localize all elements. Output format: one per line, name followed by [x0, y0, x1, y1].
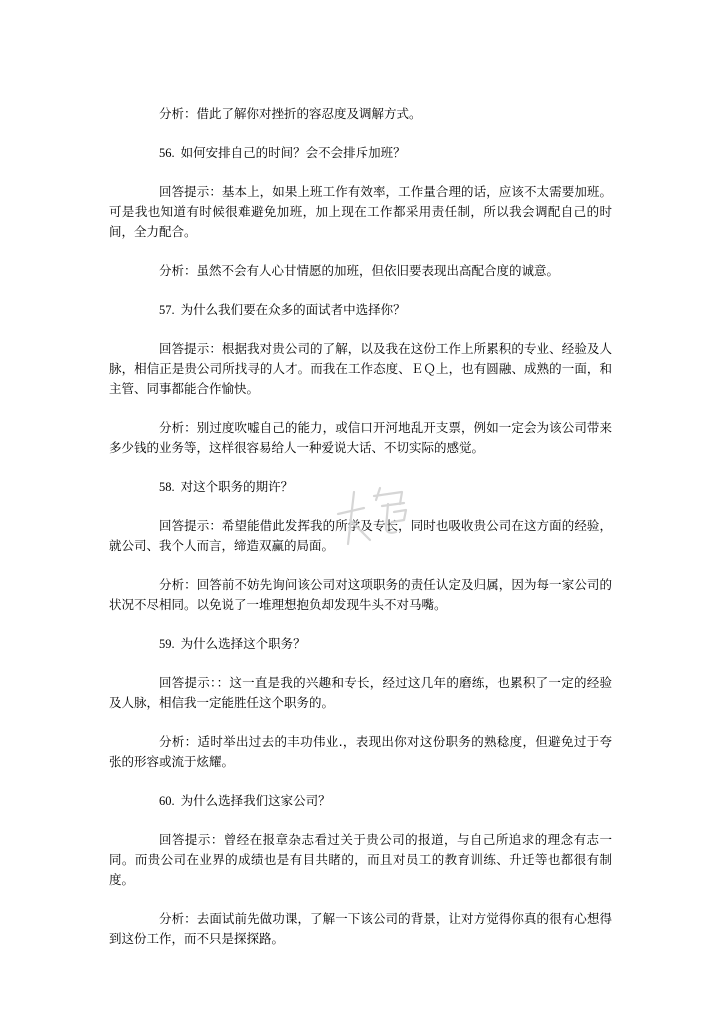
question-heading	[109, 634, 612, 654]
question-text: 为什么选择这个职务？	[180, 636, 306, 651]
question-number: 59.	[159, 637, 175, 651]
analysis-paragraph: 分析：别过度吹嘘自己的能力，或信口开河地乱开支票，例如一定会为该公司带来多少钱的业务等，这样很容易给人一种爱说大话、不切实际的感觉。	[109, 420, 612, 455]
question-text: 如何安排自己的时间？会不会排斥加班？	[180, 145, 406, 160]
question-text: 为什么我们要在众多的面试者中选择你？	[180, 302, 406, 317]
answer-paragraph: 回答提示：希望能借此发挥我的所学及专长，同时也吸收贵公司在这方面的经验，就公司、我个人而言，缔造双赢的局面。	[109, 518, 612, 553]
question-text: 对这个职务的期许？	[180, 479, 294, 494]
question-heading	[109, 791, 612, 811]
question-number: 58.	[159, 480, 175, 494]
analysis-paragraph: 分析：借此了解你对挫折的容忍度及调解方式。	[159, 106, 422, 121]
question-heading	[109, 477, 612, 497]
analysis-paragraph: 分析：去面试前先做功课，了解一下该公司的背景，让对方觉得你真的很有心想得到这份工作，而不只是探探路。	[109, 911, 612, 946]
question-heading	[109, 143, 612, 163]
answer-paragraph: 回答提示：基本上，如果上班工作有效率，工作量合理的话，应该不太需要加班。可是我也知道有时候很难避免加班，加上现在工作都采用责任制，所以我会调配自己的时间，全力配合。	[109, 184, 612, 239]
answer-paragraph: 回答提示：曾经在报章杂志看过关于贵公司的报道，与自己所追求的理念有志一同。而贵公司在业界的成绩也是有目共睹的，而且对员工的教育训练、升迁等也都很有制度。	[109, 832, 612, 887]
question-number: 56.	[159, 146, 175, 160]
question-number: 60.	[159, 794, 175, 808]
analysis-paragraph: 分析：虽然不会有人心甘情愿的加班，但依旧要表现出高配合度的诚意。	[159, 263, 560, 278]
analysis-paragraph: 分析：回答前不妨先询问该公司对这项职务的责任认定及归属，因为每一家公司的状况不尽相同。以免说了一堆理想抱负却发现牛头不对马嘴。	[109, 577, 612, 612]
answer-paragraph: 回答提示：根据我对贵公司的了解，以及我在这份工作上所累积的专业、经验及人脉，相信正是贵公司所找寻的人才。而我在工作态度、ＥＱ上，也有圆融、成熟的一面，和主管、同事都能合作愉快。	[109, 341, 612, 396]
answer-paragraph: 回答提示：：这一直是我的兴趣和专长，经过这几年的磨练，也累积了一定的经验及人脉，相信我一定能胜任这个职务的。	[109, 675, 612, 710]
document-body	[109, 104, 612, 968]
question-heading	[109, 300, 612, 320]
analysis-paragraph: 分析：适时举出过去的丰功伟业.，表现出你对这份职务的熟稔度，但避免过于夸张的形容或流于炫耀。	[109, 734, 612, 769]
question-text: 为什么选择我们这家公司？	[180, 793, 331, 808]
question-number: 57.	[159, 303, 175, 317]
